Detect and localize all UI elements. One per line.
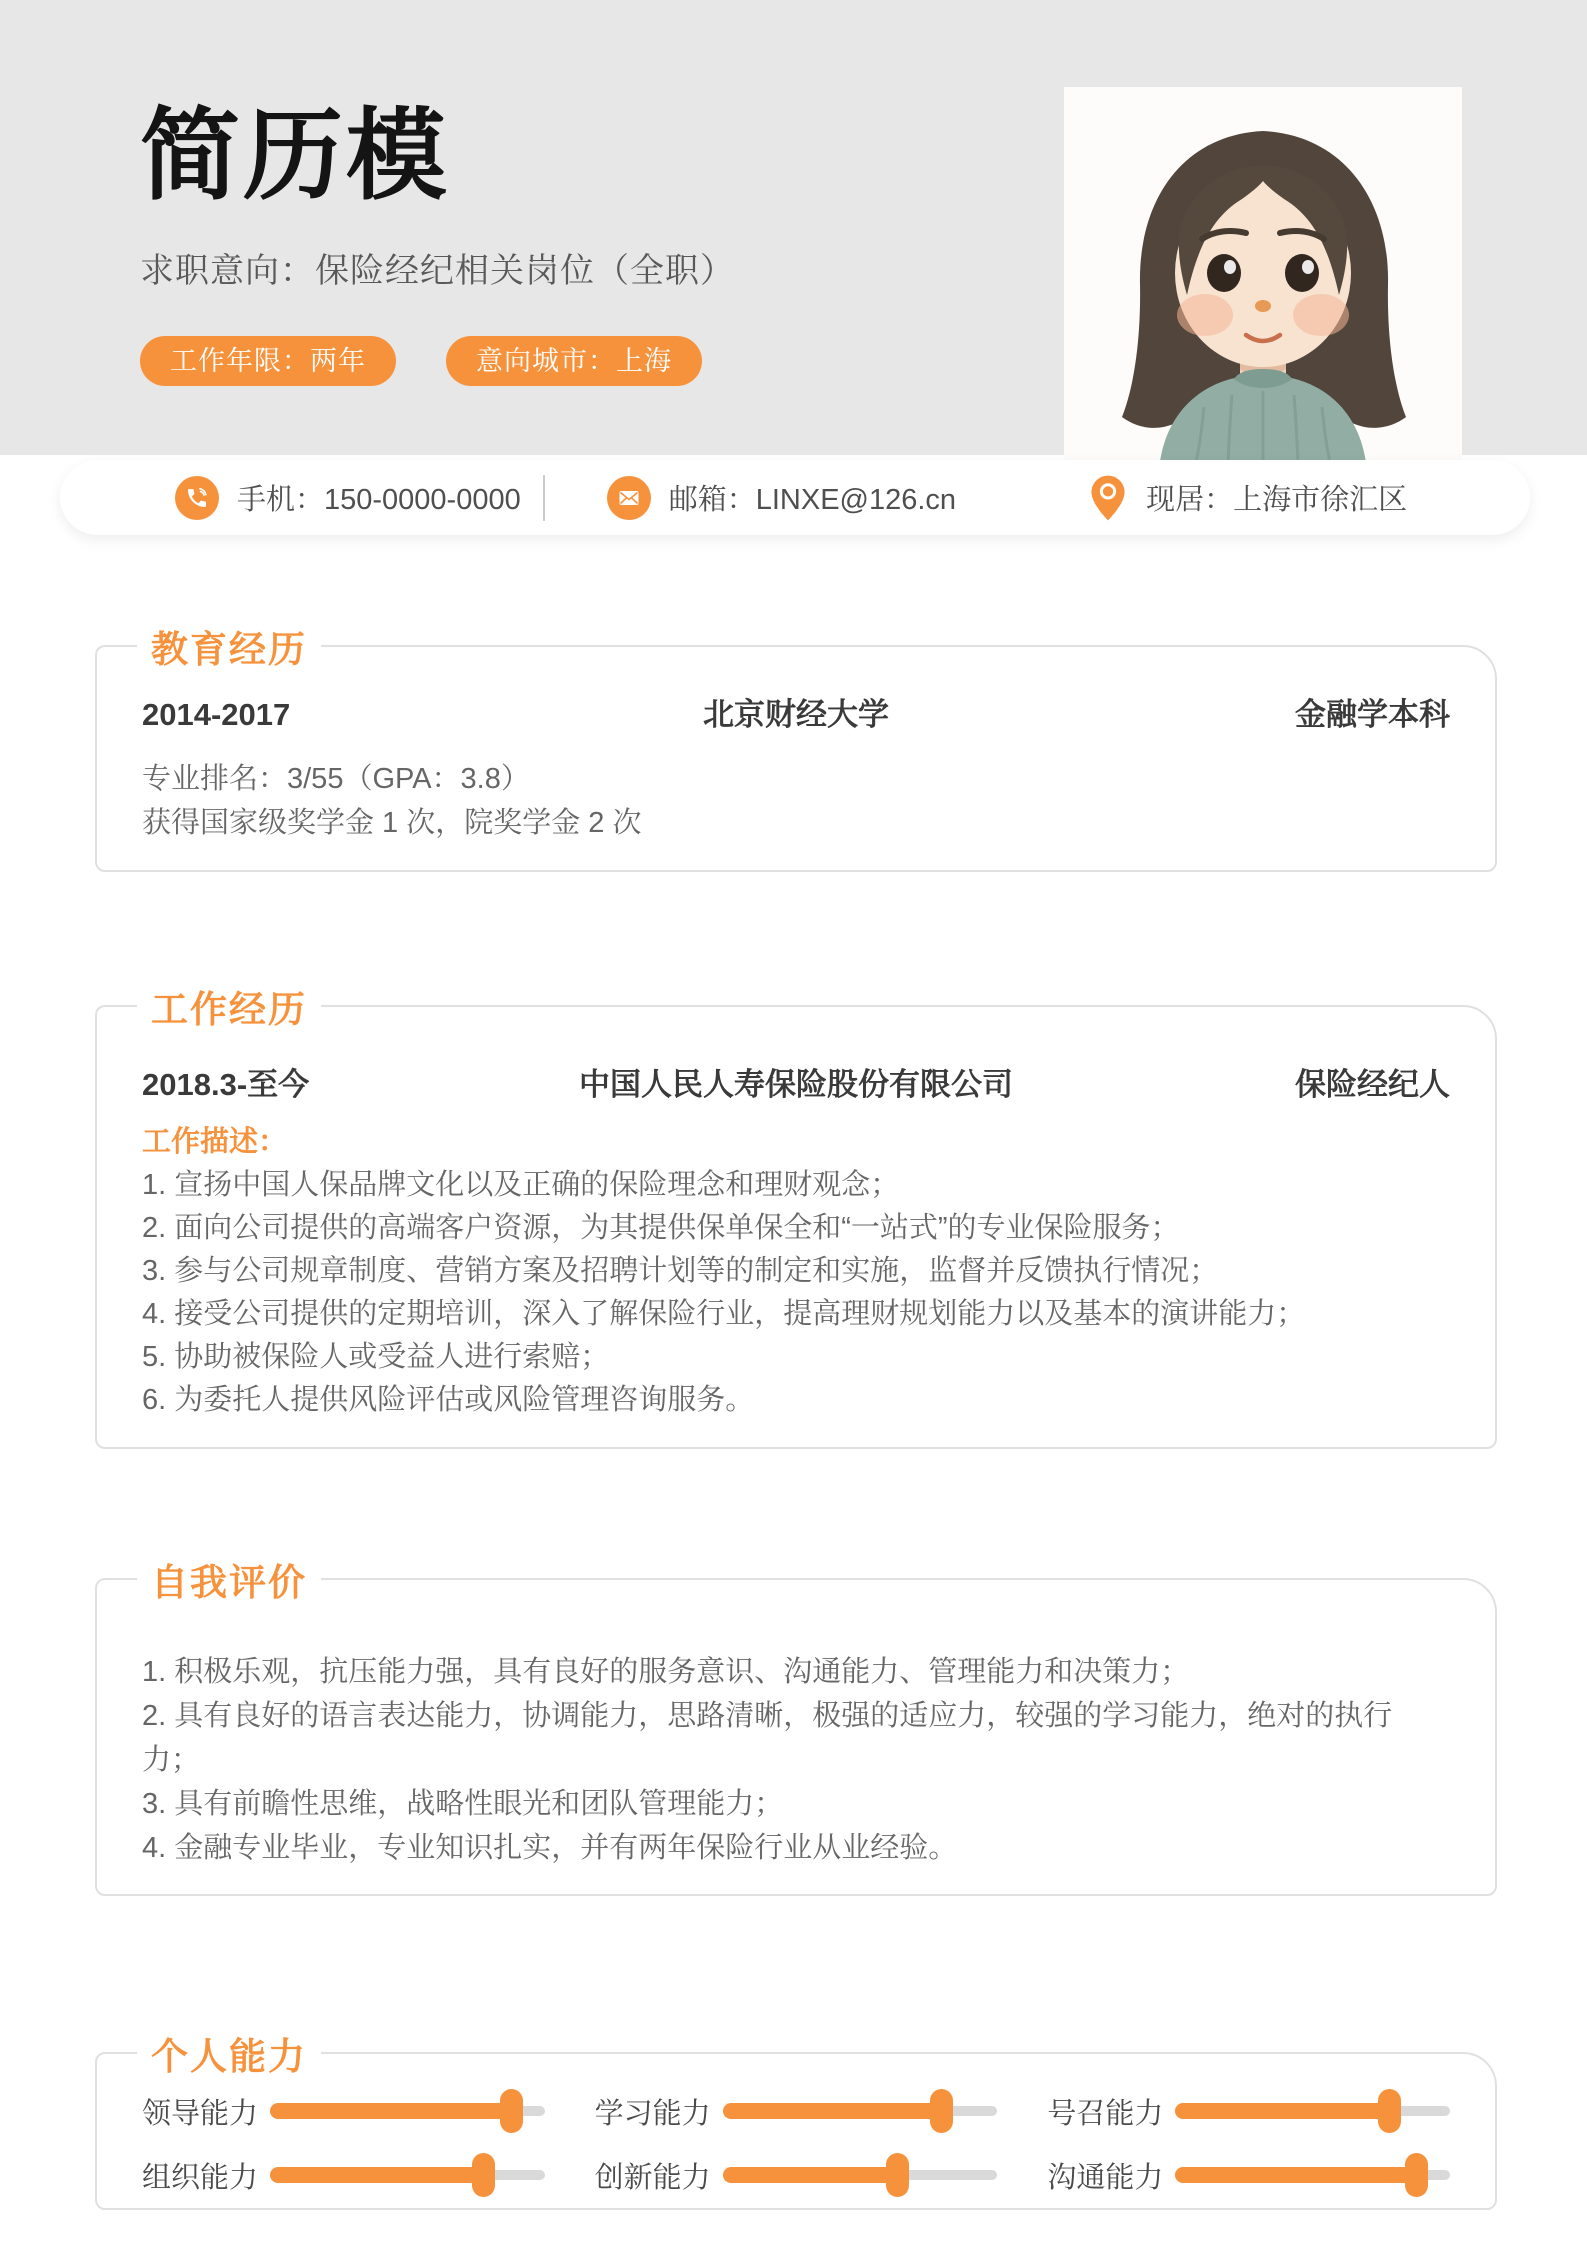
skill-label: 创新能力 bbox=[594, 2161, 711, 2194]
work-desc-item: 1. 宣扬中国人保品牌文化以及正确的保险理念和理财观念； bbox=[142, 1169, 900, 1201]
phone-icon bbox=[175, 476, 219, 520]
contact-address-label: 现居：上海市徐汇区 bbox=[1146, 484, 1408, 516]
work-section-title: 工作经历 bbox=[137, 979, 321, 1033]
resume-body bbox=[0, 629, 1587, 2210]
skill-label: 学习能力 bbox=[594, 2097, 711, 2130]
education-period: 2014-2017 bbox=[142, 697, 291, 732]
education-details bbox=[142, 757, 1450, 845]
slider-thumb[interactable] bbox=[1405, 2153, 1428, 2197]
work-desc-list bbox=[142, 1164, 1450, 1422]
skill-slider[interactable] bbox=[723, 2106, 998, 2116]
location-pin-icon bbox=[1088, 474, 1128, 522]
skill-slider-fill bbox=[723, 2167, 899, 2183]
section-self-evaluation bbox=[95, 1562, 1497, 1896]
contact-email-label: 邮箱：LINXE@126.cn bbox=[668, 484, 957, 516]
skill-label: 组织能力 bbox=[142, 2161, 259, 2194]
education-school: 北京财经大学 bbox=[702, 697, 889, 732]
self-eval-item: 4. 金融专业毕业，专业知识扎实，并有两年保险行业从业经验。 bbox=[142, 1832, 958, 1864]
work-desc-item: 3. 参与公司规章制度、营销方案及招聘计划等的制定和实施，监督并反馈执行情况； bbox=[142, 1255, 1219, 1287]
work-desc-item: 4. 接受公司提供的定期培训，深入了解保险行业，提高理财规划能力以及基本的演讲能力； bbox=[142, 1298, 1306, 1330]
self-eval-item: 3. 具有前瞻性思维，战略性眼光和团队管理能力； bbox=[142, 1788, 784, 1820]
work-company: 中国人民人寿保险股份有限公司 bbox=[578, 1067, 1013, 1102]
education-degree: 金融学本科 bbox=[1294, 697, 1450, 732]
self-eval-section-title: 自我评价 bbox=[137, 1552, 321, 1606]
self-eval-item: 2. 具有良好的语言表达能力，协调能力，思路清晰，极强的适应力，较强的学习能力，绝对的执行力； bbox=[142, 1700, 1393, 1776]
skill-leadership bbox=[142, 2088, 545, 2134]
skill-slider-fill bbox=[270, 2167, 484, 2183]
contact-address bbox=[1088, 474, 1407, 522]
skill-slider[interactable] bbox=[723, 2170, 998, 2180]
hero-header bbox=[0, 0, 1587, 455]
work-desc-item: 2. 面向公司提供的高端客户资源，为其提供保单保全和“一站式”的专业保险服务； bbox=[142, 1212, 1180, 1244]
skill-rallying bbox=[1047, 2088, 1450, 2134]
contact-divider bbox=[543, 475, 545, 521]
skill-slider[interactable] bbox=[270, 2106, 545, 2116]
slider-thumb[interactable] bbox=[472, 2153, 495, 2197]
self-eval-list bbox=[142, 1650, 1450, 1870]
skill-slider[interactable] bbox=[1175, 2170, 1450, 2180]
work-desc-label: 工作描述： bbox=[142, 1126, 288, 1158]
skill-slider-fill bbox=[723, 2103, 943, 2119]
slider-thumb[interactable] bbox=[886, 2153, 909, 2197]
avatar-illustration bbox=[1064, 87, 1462, 462]
skill-learning bbox=[595, 2088, 998, 2134]
self-eval-item: 1. 积极乐观，抗压能力强，具有良好的服务意识、沟通能力、管理能力和决策力； bbox=[142, 1656, 1190, 1688]
skill-communication bbox=[1047, 2152, 1450, 2198]
work-period: 2018.3-至今 bbox=[142, 1067, 310, 1102]
skill-slider[interactable] bbox=[1175, 2106, 1450, 2116]
skill-organization bbox=[142, 2152, 545, 2198]
skill-slider-fill bbox=[1175, 2167, 1417, 2183]
work-desc-item: 5. 协助被保险人或受益人进行索赔； bbox=[142, 1341, 610, 1373]
work-years-pill: 工作年限：两年 bbox=[140, 336, 396, 386]
contact-phone bbox=[175, 476, 521, 520]
work-row bbox=[142, 1067, 1450, 1103]
education-section-title: 教育经历 bbox=[137, 619, 321, 673]
contact-email bbox=[607, 476, 956, 520]
section-work bbox=[95, 989, 1497, 1449]
contact-phone-label: 手机：150-0000-0000 bbox=[237, 484, 521, 516]
work-role: 保险经纪人 bbox=[1294, 1067, 1450, 1102]
education-row bbox=[142, 697, 1450, 733]
section-education bbox=[95, 629, 1497, 872]
skill-label: 号召能力 bbox=[1047, 2097, 1164, 2130]
contact-bar bbox=[60, 460, 1530, 535]
education-detail-line: 获得国家级奖学金 1 次，院奖学金 2 次 bbox=[142, 807, 642, 839]
skill-innovation bbox=[595, 2152, 998, 2198]
section-skills bbox=[95, 2036, 1497, 2210]
skill-slider-fill bbox=[1175, 2103, 1389, 2119]
slider-thumb[interactable] bbox=[1378, 2089, 1401, 2133]
skill-slider-fill bbox=[270, 2103, 512, 2119]
job-intent: 求职意向：保险经纪相关岗位（全职） bbox=[140, 252, 735, 290]
education-detail-line: 专业排名：3/55（GPA：3.8） bbox=[142, 763, 530, 795]
slider-thumb[interactable] bbox=[500, 2089, 523, 2133]
slider-thumb[interactable] bbox=[930, 2089, 953, 2133]
envelope-icon bbox=[607, 476, 651, 520]
skills-grid bbox=[142, 2088, 1450, 2198]
work-desc-item: 6. 为委托人提供风险评估或风险管理咨询服务。 bbox=[142, 1384, 755, 1416]
skill-label: 领导能力 bbox=[142, 2097, 259, 2130]
profile-photo bbox=[1064, 87, 1462, 462]
skill-slider[interactable] bbox=[270, 2170, 545, 2180]
target-city-pill: 意向城市：上海 bbox=[446, 336, 702, 386]
skill-label: 沟通能力 bbox=[1047, 2161, 1164, 2194]
resume-title: 简历模 bbox=[140, 100, 449, 212]
skills-section-title: 个人能力 bbox=[137, 2026, 321, 2080]
